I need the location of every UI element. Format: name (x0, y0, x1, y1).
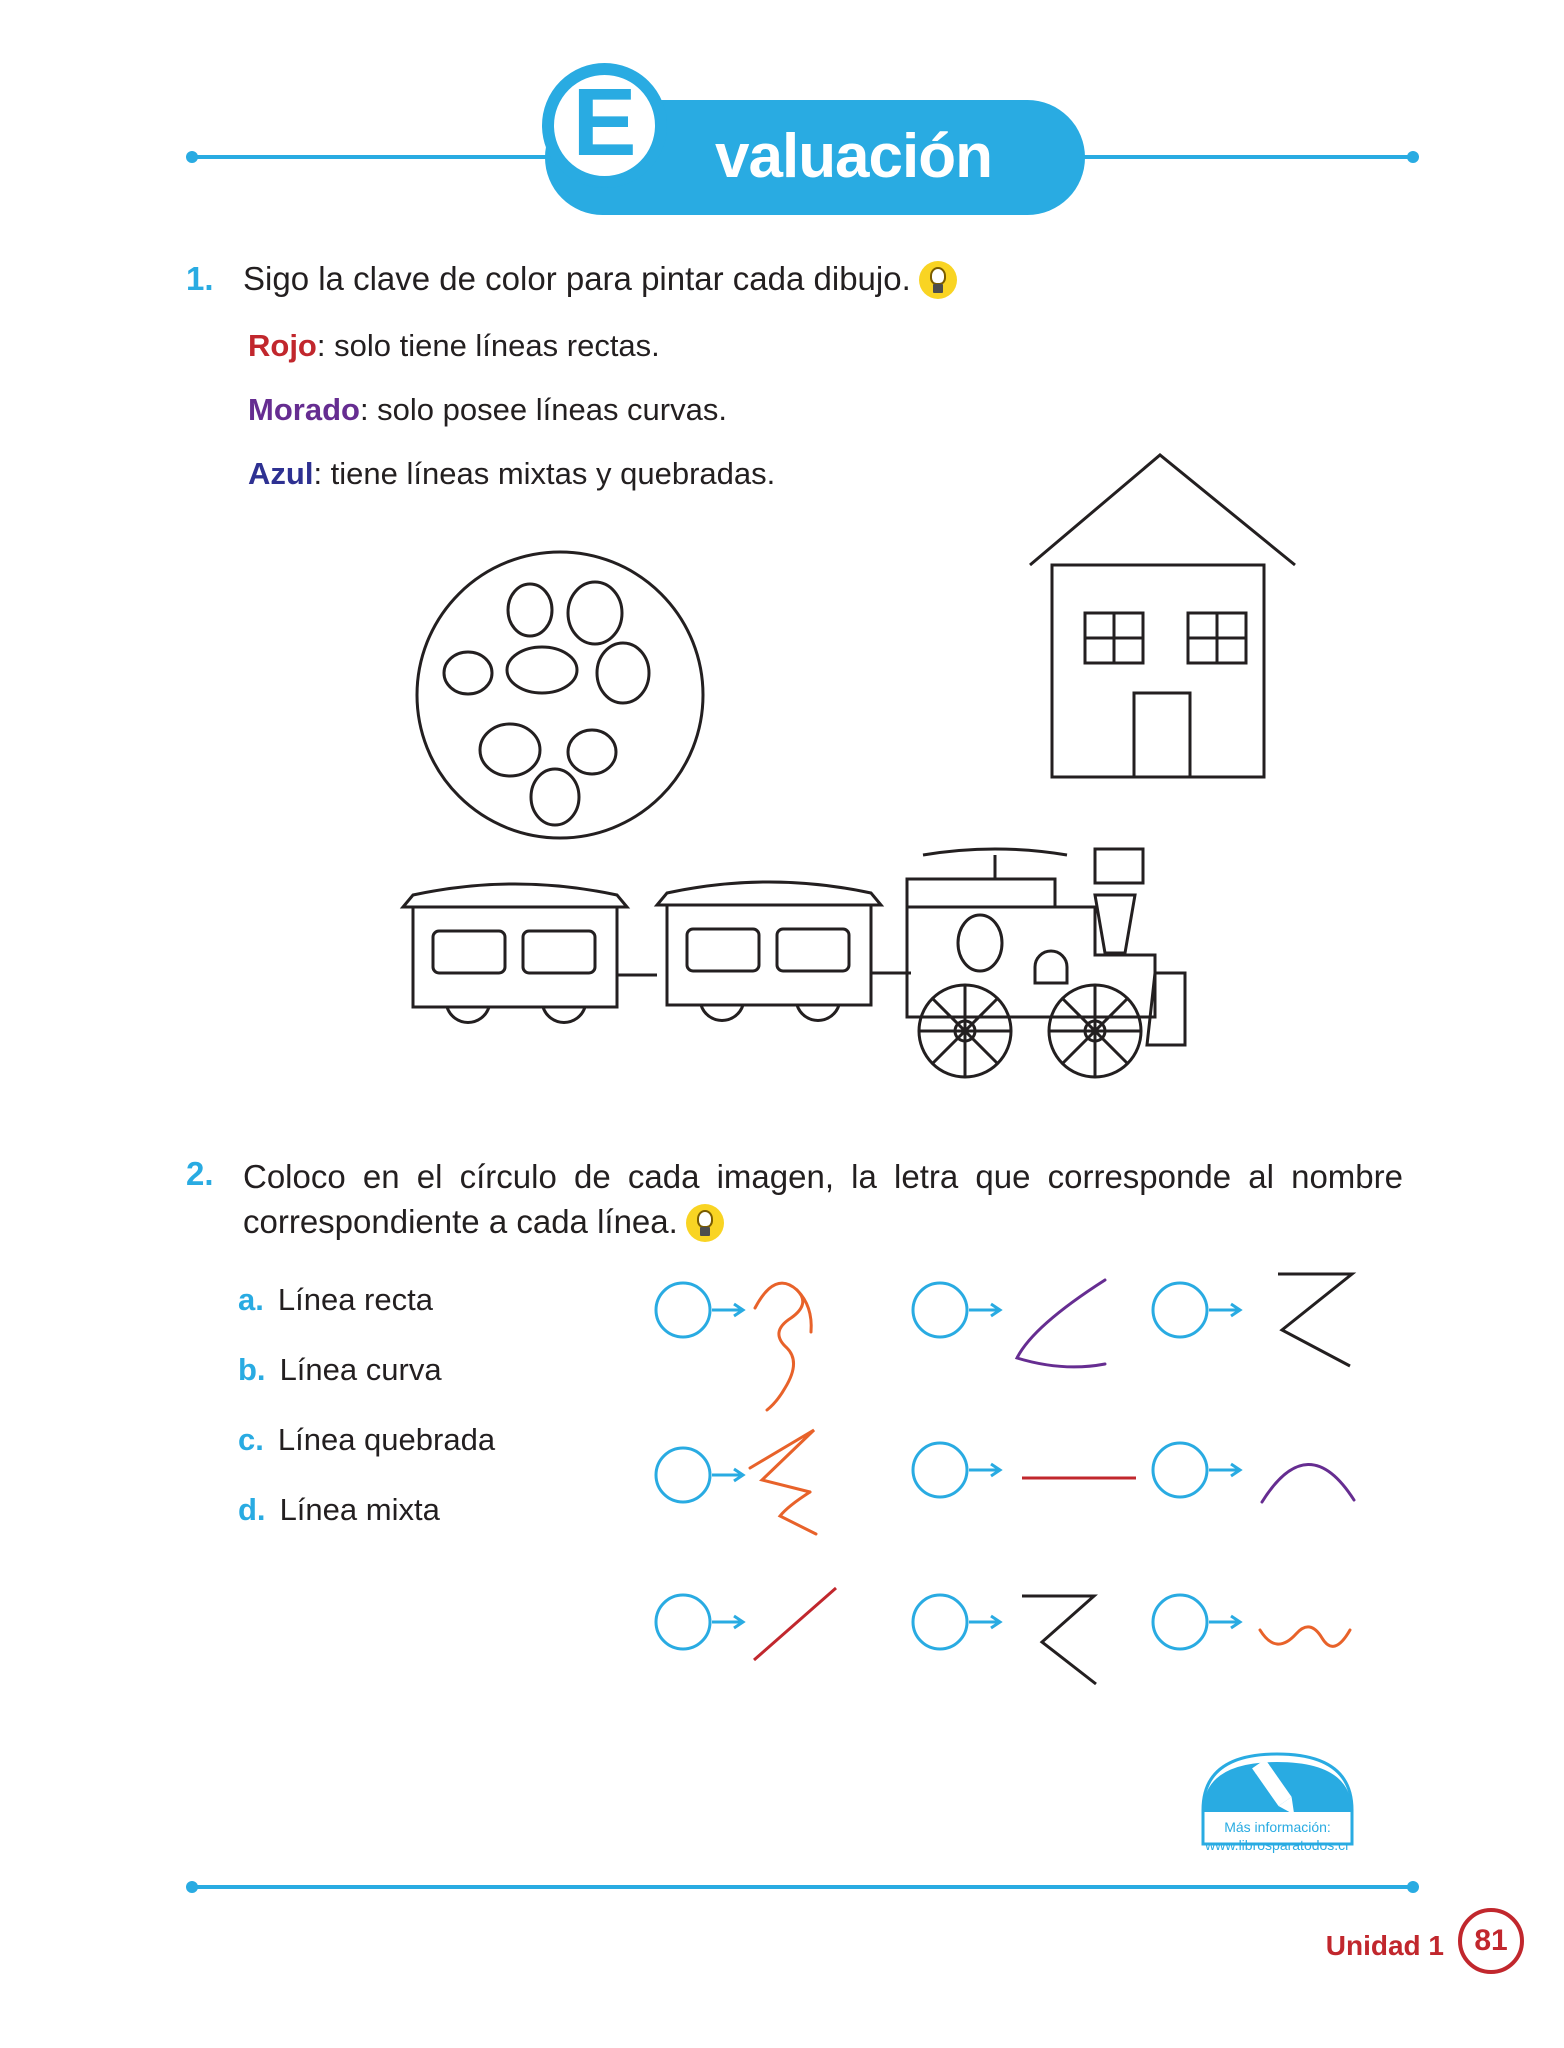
more-info-line-2: www.librosparatodos.cr (1205, 1837, 1350, 1854)
arc-line-purple (1262, 1464, 1354, 1502)
option-a-letter: a. (238, 1282, 264, 1317)
color-key-morado (248, 392, 727, 428)
answer-circle-3 (1153, 1283, 1240, 1337)
footer-divider (190, 1885, 1415, 1889)
lightbulb-body (930, 267, 946, 285)
option-d-letter: d. (238, 1492, 266, 1527)
page-number: 81 (1474, 1924, 1508, 1957)
answer-circle-4 (656, 1448, 743, 1502)
option-c-letter: c. (238, 1422, 264, 1457)
question-2-number: 2. (186, 1155, 214, 1192)
answer-circle-8 (913, 1595, 1000, 1649)
question-2-prompt: Coloco en el círculo de cada imagen, la letra que corresponde al nombre correspondiente a cada línea. (243, 1158, 1403, 1240)
wavy-line-orange (1260, 1627, 1350, 1646)
question-1-text (243, 260, 957, 299)
option-d (238, 1492, 440, 1528)
answer-circle-6 (1153, 1443, 1240, 1497)
footer-divider-dot-left (186, 1881, 198, 1893)
lightbulb-icon-2 (686, 1204, 724, 1242)
option-c (238, 1422, 495, 1458)
curve-line-purple (1017, 1280, 1105, 1367)
header-divider-dot-right (1407, 151, 1419, 163)
answer-circle-5 (913, 1443, 1000, 1497)
answer-circle-2 (913, 1283, 1000, 1337)
color-key-rojo-label: Rojo (248, 328, 317, 363)
option-c-label: Línea quebrada (277, 1422, 496, 1457)
lightbulb-base-2 (700, 1227, 710, 1236)
broken-line-black-2 (1022, 1596, 1096, 1684)
more-info-line-1: Más información: (1224, 1819, 1331, 1835)
color-key-rojo (248, 328, 660, 364)
option-b-letter: b. (238, 1352, 266, 1387)
diagonal-straight-line-red (754, 1588, 836, 1660)
broken-line-black (1278, 1274, 1352, 1366)
house-figure (1010, 445, 1310, 795)
answer-circle-9 (1153, 1595, 1240, 1649)
color-key-azul (248, 456, 775, 492)
color-key-azul-text: : tiene líneas mixtas y quebradas. (313, 456, 776, 491)
footer-divider-dot-right (1407, 1881, 1419, 1893)
color-key-azul-label: Azul (248, 456, 314, 491)
train-figure (395, 835, 1305, 1095)
question-2-text (243, 1155, 1403, 1244)
option-a-label: Línea recta (277, 1282, 433, 1317)
color-key-morado-text: : solo posee líneas curvas. (359, 392, 727, 427)
option-a (238, 1282, 433, 1318)
page-number-badge (1458, 1908, 1524, 1974)
page-title: valuación (715, 121, 992, 191)
page-title-initial: E (572, 68, 637, 176)
color-key-morado-label: Morado (248, 392, 360, 427)
lightbulb-body-2 (697, 1210, 713, 1228)
answer-circle-1 (656, 1283, 743, 1337)
lightbulb-base (933, 284, 943, 293)
question-1-number: 1. (186, 260, 214, 297)
option-b-label: Línea curva (279, 1352, 442, 1387)
more-info-text (1185, 1818, 1370, 1854)
zigzag-wave-line-orange (750, 1430, 816, 1534)
answer-circle-7 (656, 1595, 743, 1649)
mixed-line-orange (755, 1283, 811, 1410)
line-samples-grid (650, 1270, 1440, 1710)
unit-label: Unidad 1 (1325, 1930, 1444, 1961)
option-d-label: Línea mixta (279, 1492, 440, 1527)
question-1-prompt: Sigo la clave de color para pintar cada dibujo. (243, 260, 911, 297)
color-key-rojo-text: : solo tiene líneas rectas. (316, 328, 660, 363)
option-b (238, 1352, 442, 1388)
cookie-circle-figure (410, 545, 710, 845)
page-title-initial-badge (542, 63, 667, 188)
header-divider-dot-left (186, 151, 198, 163)
more-info-badge[interactable] (1185, 1740, 1370, 1860)
lightbulb-icon (919, 261, 957, 299)
